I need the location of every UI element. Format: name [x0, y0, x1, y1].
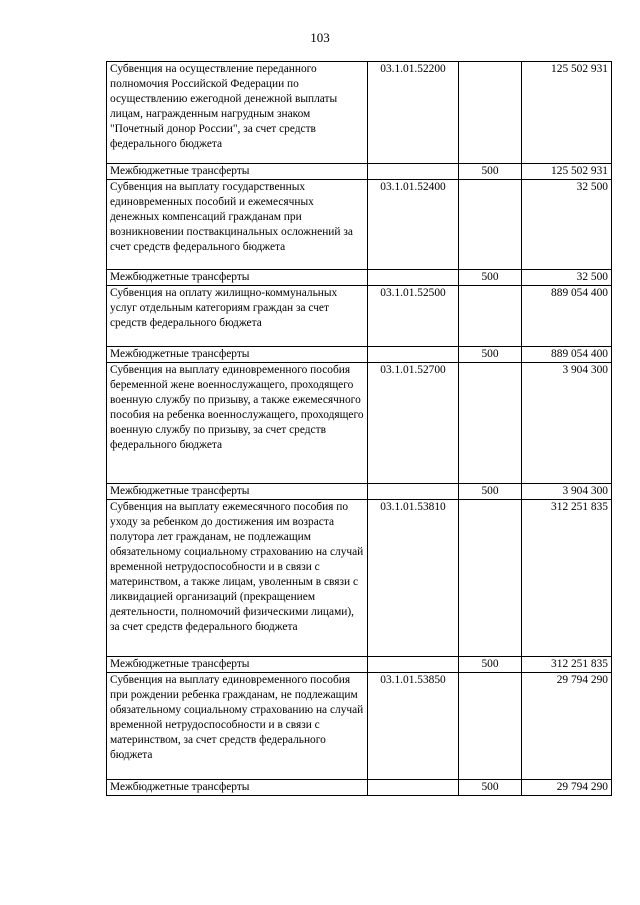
row-name: Межбюджетные трансферты [107, 270, 368, 286]
table-row [107, 780, 612, 796]
row-name: Субвенция на выплату государственных единовременных пособий и ежемесячных денежных компенсаций гражданам при возникновении поствакцинальных осложнений за счет средств федерального бюджета [107, 180, 368, 270]
row-name: Межбюджетные трансферты [107, 780, 368, 796]
row-type [459, 62, 522, 164]
row-name: Субвенция на выплату единовременного пособия при рождении ребенка гражданам, не подлежащим обязательному социальному страхованию на случай временной нетрудоспособности и в связи с материнством, за счет средств федерального бюджета [107, 673, 368, 780]
row-code: 03.1.01.53810 [368, 500, 459, 657]
page-number: 103 [310, 30, 330, 45]
row-sum: 3 904 300 [522, 484, 612, 500]
row-type: 500 [459, 164, 522, 180]
row-name: Межбюджетные трансферты [107, 657, 368, 673]
table-row [107, 180, 612, 270]
table-row [107, 363, 612, 484]
table-row [107, 286, 612, 347]
row-name: Субвенция на осуществление переданного полномочия Российской Федерации по осуществлению ежегодной денежной выплаты лицам, награжденным нагрудным знаком "Почетный донор России", за счет средств федерального бюджета [107, 62, 368, 164]
budget-table [106, 61, 612, 796]
row-sum: 3 904 300 [522, 363, 612, 484]
row-name: Межбюджетные трансферты [107, 484, 368, 500]
row-code [368, 657, 459, 673]
row-sum: 125 502 931 [522, 62, 612, 164]
row-code: 03.1.01.52400 [368, 180, 459, 270]
row-name: Межбюджетные трансферты [107, 347, 368, 363]
row-name: Субвенция на выплату единовременного пособия беременной жене военнослужащего, проходящего военную службу по призыву, а также ежемесячного пособия на ребенка военнослужащего, проходящего военную службу по призыву, за счет средств федерального бюджета [107, 363, 368, 484]
row-sum: 889 054 400 [522, 286, 612, 347]
table-row [107, 500, 612, 657]
row-code [368, 270, 459, 286]
row-code [368, 164, 459, 180]
row-type [459, 286, 522, 347]
row-name: Субвенция на оплату жилищно-коммунальных услуг отдельным категориям граждан за счет средств федерального бюджета [107, 286, 368, 347]
row-type [459, 673, 522, 780]
row-sum: 125 502 931 [522, 164, 612, 180]
row-type: 500 [459, 270, 522, 286]
table-row [107, 62, 612, 164]
table-row [107, 484, 612, 500]
row-code: 03.1.01.52500 [368, 286, 459, 347]
row-sum: 889 054 400 [522, 347, 612, 363]
table-row [107, 164, 612, 180]
row-name: Субвенция на выплату ежемесячного пособия по уходу за ребенком до достижения им возраста полутора лет гражданам, не подлежащим обязательному социальному страхованию на случай временной нетрудоспособности и в связи с материнством, а также лицам, уволенным в связи с ликвидацией организаций (прекращением деятельности, полномочий физическими лицами), за счет средств федерального бюджета [107, 500, 368, 657]
row-type: 500 [459, 657, 522, 673]
row-sum: 32 500 [522, 180, 612, 270]
row-code [368, 347, 459, 363]
row-sum: 312 251 835 [522, 500, 612, 657]
row-sum: 32 500 [522, 270, 612, 286]
table-row [107, 673, 612, 780]
row-code: 03.1.01.52700 [368, 363, 459, 484]
row-type [459, 180, 522, 270]
table-row [107, 270, 612, 286]
row-name: Межбюджетные трансферты [107, 164, 368, 180]
row-type: 500 [459, 347, 522, 363]
row-sum: 312 251 835 [522, 657, 612, 673]
row-type [459, 363, 522, 484]
row-code [368, 780, 459, 796]
row-sum: 29 794 290 [522, 780, 612, 796]
row-type: 500 [459, 484, 522, 500]
row-type: 500 [459, 780, 522, 796]
row-code: 03.1.01.53850 [368, 673, 459, 780]
row-sum: 29 794 290 [522, 673, 612, 780]
row-code: 03.1.01.52200 [368, 62, 459, 164]
table-row [107, 657, 612, 673]
row-code [368, 484, 459, 500]
row-type [459, 500, 522, 657]
table-row [107, 347, 612, 363]
